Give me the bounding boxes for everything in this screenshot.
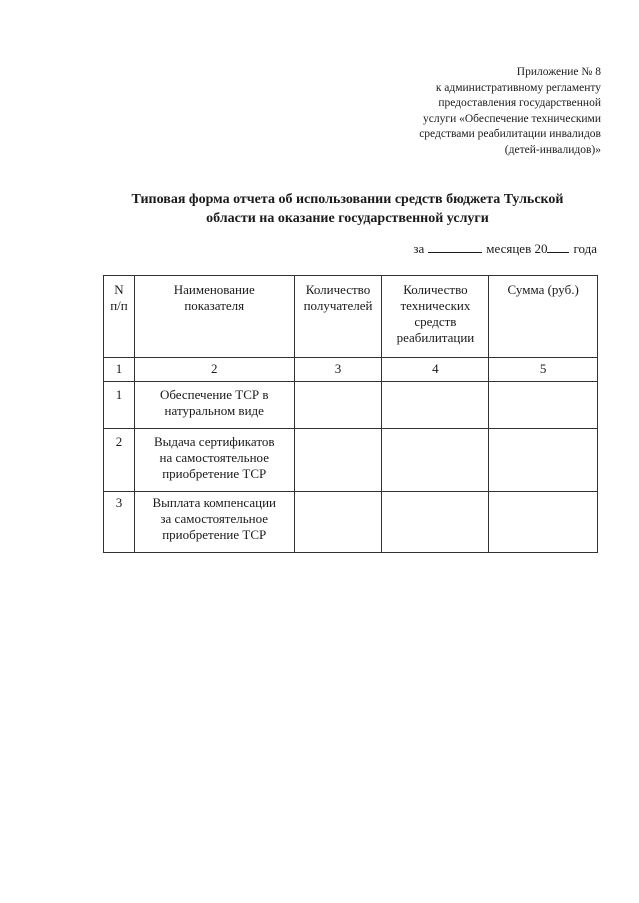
row-indicator-name: Выдача сертификатов на самостоятельное приобретение ТСР xyxy=(134,429,294,492)
header-cell-devices: Количество технических средств реабилитации xyxy=(382,276,489,358)
table-row xyxy=(104,429,598,492)
appendix-note xyxy=(361,65,601,158)
row-recipients-cell xyxy=(294,492,382,553)
row-devices-cell xyxy=(382,492,489,553)
column-number: 3 xyxy=(294,358,382,382)
column-number: 5 xyxy=(489,358,598,382)
column-numbers-row xyxy=(104,358,598,382)
period-prefix: за xyxy=(413,241,425,256)
row-number: 1 xyxy=(104,382,135,429)
period-suffix: года xyxy=(573,241,597,256)
row-sum-cell xyxy=(489,492,598,553)
appendix-line: (детей-инвалидов)» xyxy=(504,143,601,156)
row-recipients-cell xyxy=(294,429,382,492)
header-cell-number: N п/п xyxy=(104,276,135,358)
title-line-2: области на оказание государственной услуги xyxy=(206,211,489,226)
row-sum-cell xyxy=(489,382,598,429)
appendix-line: Приложение № 8 xyxy=(516,66,601,78)
appendix-line: средствами реабилитации инвалидов xyxy=(419,128,601,140)
appendix-line: к административному регламенту xyxy=(435,81,601,94)
row-indicator-name: Обеспечение ТСР в натуральном виде xyxy=(134,382,294,429)
title-line-1: Типовая форма отчета об использовании средств бюджета Тульской xyxy=(131,192,564,207)
column-number: 1 xyxy=(104,358,135,382)
period-middle: месяцев 20 xyxy=(486,241,548,256)
header-cell-recipients: Количество получателей xyxy=(294,276,382,358)
appendix-line: услуги «Обеспечение техническими xyxy=(423,112,601,125)
table-row xyxy=(104,382,598,429)
row-number: 3 xyxy=(104,492,135,553)
appendix-line: предоставления государственной xyxy=(438,97,601,109)
row-devices-cell xyxy=(382,382,489,429)
header-cell-sum: Сумма (руб.) xyxy=(489,276,598,358)
reporting-period xyxy=(413,241,597,257)
report-table xyxy=(103,275,598,553)
column-number: 4 xyxy=(382,358,489,382)
document-title xyxy=(60,190,635,228)
column-number: 2 xyxy=(134,358,294,382)
table-row xyxy=(104,492,598,553)
months-blank xyxy=(428,242,482,253)
table-header-row xyxy=(104,276,598,358)
row-indicator-name: Выплата компенсации за самостоятельное приобретение ТСР xyxy=(134,492,294,553)
row-recipients-cell xyxy=(294,382,382,429)
year-blank xyxy=(547,242,569,253)
row-sum-cell xyxy=(489,429,598,492)
header-cell-indicator: Наименование показателя xyxy=(134,276,294,358)
row-number: 2 xyxy=(104,429,135,492)
row-devices-cell xyxy=(382,429,489,492)
